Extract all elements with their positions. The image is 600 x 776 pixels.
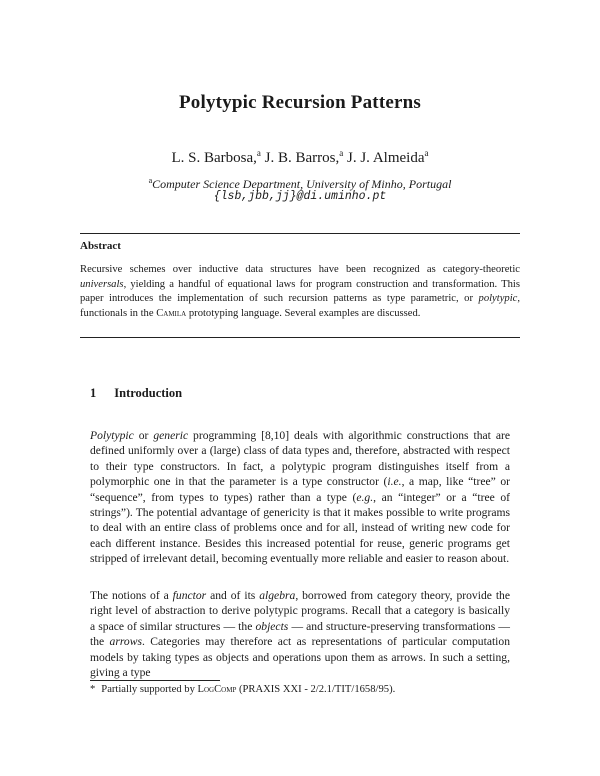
footnote-text: (PRAXIS XXI - 2/2.1/TIT/1658/95). (236, 684, 396, 695)
footnote-rule (90, 680, 220, 681)
body-text: , borrowed from category theory, provide the right level of abstraction to derive polytypic programs. Recall that a category is basically a space of similar structures — the (90, 589, 510, 633)
abstract-text: , yielding a handful of equational laws for program construction and transformation. This paper introduces the implementation of such recursion patterns as type parametric, or (80, 278, 520, 305)
affiliation-mark: a (256, 148, 261, 158)
author-name: L. S. Barbosa, (171, 150, 257, 166)
body-text: programming [8,10] deals with algorithmic constructions that are defined uniformly over a (large) class of data types and, therefore, abstracted with respect to their type constructors. In fact, a polytypic program distinguishes itself from a polymorphic one in that the parameter is a type constructor ( (90, 429, 510, 489)
affiliation-text: Computer Science Department, University of Minho, Portugal (152, 177, 452, 191)
body-text: — and structure-preserving transformations — the (90, 619, 510, 649)
emphasis: objects (255, 619, 289, 633)
paper-title: Polytypic Recursion Patterns (178, 92, 421, 113)
section-number: 1 (90, 386, 97, 400)
section-title: Introduction (114, 386, 183, 400)
abstract-emphasis: universals (80, 278, 124, 290)
emphasis: i.e. (387, 475, 402, 489)
abstract-body (80, 263, 520, 321)
body-text: . Categories may therefore act as representations of particular computation models by taking types as objects and operations upon them as arrows. In such a setting, giving a type (90, 635, 510, 680)
body-text: , an “integer” or a “tree of strings”). The potential advantage of genericity is that it makes possible to write programs to deal with an entire class of problems once and for all, instead of writing new code for each different instance. Besides this increased potential for reuse, generic programs get stripped of irrelevant detail, becoming eventually more reliable and easier to reason about. (90, 490, 510, 566)
footnote (90, 684, 510, 695)
abstract-text: , functionals in the (80, 293, 520, 319)
emphasis: functor (172, 589, 207, 602)
emphasis: e.g. (356, 490, 374, 504)
intro-paragraph-2 (90, 588, 510, 680)
intro-paragraph-1 (90, 428, 510, 567)
footnote-text: Partially supported by (101, 684, 198, 695)
body-text: and of its (206, 589, 260, 602)
body-text: or (133, 429, 154, 442)
affiliation-mark: a (339, 148, 344, 158)
section-heading (90, 386, 182, 401)
body-text: , a map, like “tree” or “sequence”, from types to types) rather than a type ( (90, 475, 510, 504)
emphasis: generic (153, 429, 189, 442)
abstract-text: prototyping language. Several examples are discussed. (186, 307, 421, 319)
author-list (0, 148, 600, 167)
footnote-mark: * (90, 684, 96, 695)
abstract-top-rule (80, 233, 520, 234)
abstract-smallcaps: Camila (156, 307, 187, 319)
author-name: J. J. Almeida (347, 150, 425, 166)
footnote-smallcaps: LogComp (197, 684, 237, 695)
abstract-bottom-rule (80, 337, 520, 338)
affiliation-mark: a (424, 148, 429, 158)
author-name: J. B. Barros, (264, 150, 340, 166)
emphasis: algebra (259, 589, 296, 602)
emphasis: arrows (109, 635, 142, 649)
affiliation-mark: a (148, 176, 153, 185)
emphasis: Polytypic (90, 429, 134, 442)
author-email: {lsb,jbb,jj}@di.uminho.pt (213, 190, 387, 203)
abstract-heading: Abstract (80, 240, 121, 252)
abstract-text: Recursive schemes over inductive data structures have been recognized as category-theoretic (80, 264, 520, 275)
abstract-emphasis: polytypic (478, 293, 518, 305)
body-text: The notions of a (90, 589, 173, 602)
